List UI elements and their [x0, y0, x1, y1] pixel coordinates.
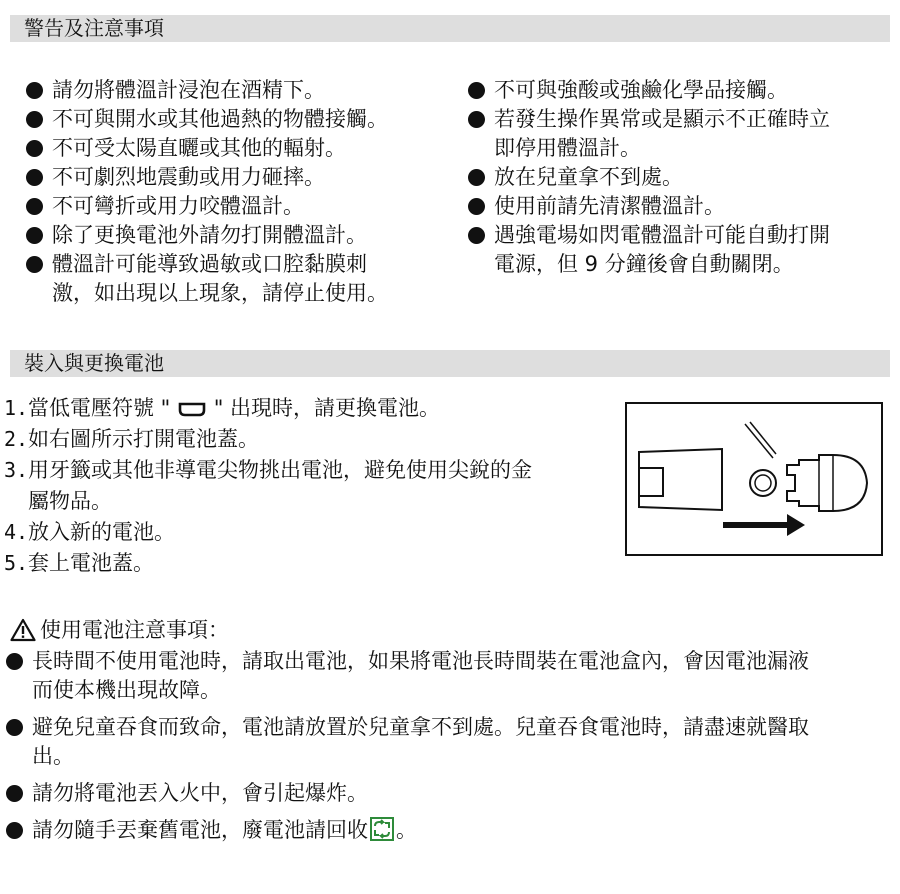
bullet-icon	[26, 227, 43, 244]
warning-item: 除了更換電池外請勿打開體溫計。	[26, 221, 388, 250]
caution-item: 請勿隨手丟棄舊電池，廢電池請回收 。	[6, 816, 894, 845]
warning-item: 不可與開水或其他過熱的物體接觸。	[26, 105, 388, 134]
warning-item: 體溫計可能導致過敏或口腔黏膜刺 激，如出現以上現象，請停止使用。	[26, 250, 388, 308]
warning-item: 不可與強酸或強鹼化學品接觸。	[468, 76, 830, 105]
caution-item: 長時間不使用電池時，請取出電池，如果將電池長時間裝在電池盒內，會因電池漏液 而使本機出現故障。	[6, 647, 894, 705]
warning-item: 遇強電場如閃電體溫計可能自動打開 電源，但 9 分鐘後會自動關閉。	[468, 221, 830, 279]
battery-step: 1. 當低電壓符號 " " 出現時，請更換電池。	[4, 396, 441, 420]
battery-caution-heading: 使用電池注意事項：	[10, 615, 229, 645]
bullet-icon	[26, 198, 43, 215]
battery-step: 3. 用牙籤或其他非導電尖物挑出電池，避免使用尖銳的金 屬物品。	[4, 458, 532, 513]
bullet-icon	[468, 227, 485, 244]
bullet-icon	[468, 198, 485, 215]
battery-step: 2. 如右圖所示打開電池蓋。	[4, 427, 259, 451]
bullet-icon	[6, 785, 23, 802]
bullet-icon	[26, 256, 43, 273]
low-battery-icon	[177, 401, 207, 417]
warnings-left-column	[26, 76, 388, 308]
direction-arrow	[723, 514, 805, 536]
warnings-section-header	[10, 15, 890, 42]
toothpick-line-2	[750, 422, 776, 454]
bullet-icon	[468, 169, 485, 186]
bullet-icon	[26, 82, 43, 99]
battery-title: 裝入與更換電池	[24, 351, 164, 375]
warning-item: 使用前請先清潔體溫計。	[468, 192, 830, 221]
bullet-icon	[6, 653, 23, 670]
warning-item: 若發生操作異常或是顯示不正確時立 即停用體溫計。	[468, 105, 830, 163]
warning-item: 請勿將體溫計浸泡在酒精下。	[26, 76, 388, 105]
warning-item: 不可彎折或用力咬體溫計。	[26, 192, 388, 221]
bullet-icon	[26, 111, 43, 128]
bullet-icon	[26, 169, 43, 186]
bullet-icon	[6, 719, 23, 736]
warnings-right-column	[468, 76, 830, 279]
battery-cover-drawing	[627, 404, 881, 554]
thermometer-body-shape	[639, 449, 722, 510]
bullet-icon	[468, 82, 485, 99]
bullet-icon	[6, 822, 23, 839]
bullet-icon	[468, 111, 485, 128]
battery-steps-list	[4, 393, 532, 579]
battery-step: 4. 放入新的電池。	[4, 520, 175, 544]
warning-item: 不可受太陽直曬或其他的輻射。	[26, 134, 388, 163]
warning-item: 放在兒童拿不到處。	[468, 163, 830, 192]
battery-section-header	[10, 350, 890, 377]
bullet-icon	[26, 140, 43, 157]
battery-cap-shape	[787, 455, 867, 511]
warning-item: 不可劇烈地震動或用力砸摔。	[26, 163, 388, 192]
warning-triangle-icon	[10, 618, 36, 642]
caution-item: 避免兒童吞食而致命，電池請放置於兒童拿不到處。兒童吞食電池時，請盡速就醫取 出。	[6, 713, 894, 771]
battery-step: 5. 套上電池蓋。	[4, 551, 154, 575]
battery-cell-outer	[750, 470, 776, 496]
battery-cover-illustration	[625, 402, 883, 556]
recycle-icon	[370, 817, 394, 841]
warnings-title: 警告及注意事項	[24, 16, 164, 40]
toothpick-line-1	[745, 424, 773, 458]
caution-item: 請勿將電池丟入火中，會引起爆炸。	[6, 779, 894, 808]
battery-caution-list	[6, 647, 894, 853]
